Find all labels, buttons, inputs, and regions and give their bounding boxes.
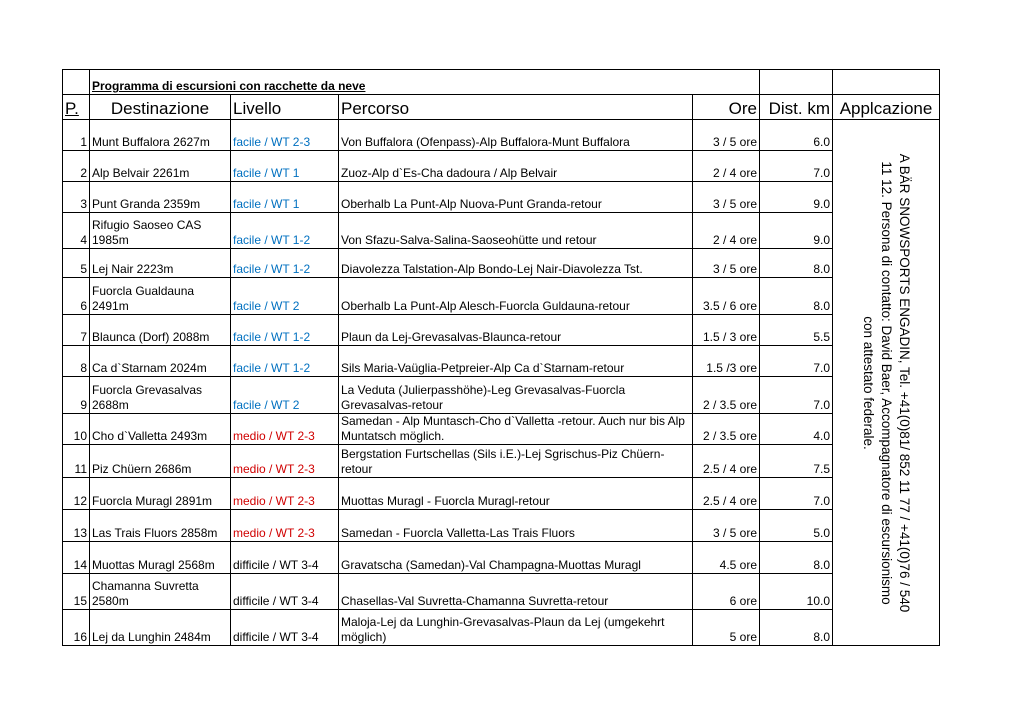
distance-cell: 5.0 (760, 510, 833, 542)
hours-cell: 1.5 / 3 ore (693, 315, 760, 346)
row-number: 12 (63, 478, 90, 510)
row-number: 15 (63, 574, 90, 610)
destination-cell: Muottas Muragl 2568m (90, 542, 231, 574)
route-cell: Gravatscha (Samedan)-Val Champagna-Muottas Muragl (339, 542, 693, 574)
destination-cell: Piz Chüern 2686m (90, 445, 231, 478)
distance-cell: 8.0 (760, 610, 833, 646)
header-row (63, 95, 940, 120)
distance-cell: 7.0 (760, 478, 833, 510)
distance-cell: 7.0 (760, 377, 833, 414)
header-ore: Ore (693, 95, 760, 120)
table-row (63, 478, 940, 510)
destination-cell: Fuorcla Muragl 2891m (90, 478, 231, 510)
table-row (63, 574, 940, 610)
level-cell: facile / WT 1-2 (231, 346, 339, 377)
hours-cell: 3 / 5 ore (693, 182, 760, 213)
route-cell: Sils Maria-Vaüglia-Petpreier-Alp Ca d`Starnam-retour (339, 346, 693, 377)
distance-cell: 7.0 (760, 151, 833, 182)
hours-cell: 4.5 ore (693, 542, 760, 574)
table-row (63, 445, 940, 478)
table-row (63, 542, 940, 574)
hours-cell: 2 / 4 ore (693, 213, 760, 249)
route-cell: La Veduta (Julierpasshöhe)-Leg Grevasalvas-Fuorcla Grevasalvas-retour (339, 377, 693, 414)
distance-cell: 8.0 (760, 542, 833, 574)
level-cell: facile / WT 2 (231, 377, 339, 414)
table-row (63, 213, 940, 249)
route-cell: Maloja-Lej da Lunghin-Grevasalvas-Plaun da Lej (umgekehrt möglich) (339, 610, 693, 646)
distance-cell: 9.0 (760, 213, 833, 249)
level-cell: medio / WT 2-3 (231, 510, 339, 542)
hours-cell: 1.5 /3 ore (693, 346, 760, 377)
route-cell: Bergstation Furtschellas (Sils i.E.)-Lej Sgrischus-Piz Chüern-retour (339, 445, 693, 478)
title-blank-cell (63, 70, 90, 95)
route-cell: Zuoz-Alp d`Es-Cha dadoura / Alp Belvair (339, 151, 693, 182)
title-blank-cell (833, 70, 940, 95)
level-cell: difficile / WT 3-4 (231, 542, 339, 574)
destination-cell: Ca d`Starnam 2024m (90, 346, 231, 377)
route-cell: Plaun da Lej-Grevasalvas-Blaunca-retour (339, 315, 693, 346)
title-row (63, 70, 940, 95)
destination-cell: Cho d`Valletta 2493m (90, 414, 231, 445)
application-note: A BÄR SNOWSPORTS ENGADIN, Tel. +41(0)81/ 852 11 77 / +41(0)76 / 540 11 12. Persona di contatto: David Baer, Accompagnatore di escursionismo con attestato federale. (861, 153, 912, 612)
destination-cell: Fuorcla Grevasalvas 2688m (90, 377, 231, 414)
destination-cell: Blaunca (Dorf) 2088m (90, 315, 231, 346)
level-cell: medio / WT 2-3 (231, 445, 339, 478)
route-cell: Oberhalb La Punt-Alp Nuova-Punt Granda-retour (339, 182, 693, 213)
hours-cell: 2 / 3.5 ore (693, 414, 760, 445)
destination-cell: Punt Granda 2359m (90, 182, 231, 213)
level-cell: difficile / WT 3-4 (231, 610, 339, 646)
row-number: 8 (63, 346, 90, 377)
row-number: 10 (63, 414, 90, 445)
hours-cell: 6 ore (693, 574, 760, 610)
hours-cell: 2.5 / 4 ore (693, 478, 760, 510)
title-blank-cell (760, 70, 833, 95)
row-number: 2 (63, 151, 90, 182)
table-row (63, 278, 940, 315)
hours-cell: 3 / 5 ore (693, 120, 760, 151)
table-row (63, 414, 940, 445)
page-title: Programma di escursioni con racchette da neve (90, 70, 760, 95)
level-cell: medio / WT 2-3 (231, 414, 339, 445)
destination-cell: Lej da Lunghin 2484m (90, 610, 231, 646)
hours-cell: 2 / 3.5 ore (693, 377, 760, 414)
table-row (63, 377, 940, 414)
hours-cell: 3 / 5 ore (693, 249, 760, 278)
table-row (63, 249, 940, 278)
table-row (63, 120, 940, 151)
distance-cell: 7.5 (760, 445, 833, 478)
level-cell: facile / WT 1 (231, 182, 339, 213)
distance-cell: 9.0 (760, 182, 833, 213)
header-livello: Livello (231, 95, 339, 120)
level-cell: medio / WT 2-3 (231, 478, 339, 510)
level-cell: facile / WT 1-2 (231, 249, 339, 278)
row-number: 11 (63, 445, 90, 478)
table-row (63, 510, 940, 542)
header-percorso: Percorso (339, 95, 693, 120)
distance-cell: 7.0 (760, 346, 833, 377)
header-applicazione: Applcazione (833, 95, 940, 120)
destination-cell: Las Trais Fluors 2858m (90, 510, 231, 542)
destination-cell: Munt Buffalora 2627m (90, 120, 231, 151)
table-row (63, 151, 940, 182)
table-row (63, 182, 940, 213)
header-dist: Dist. km (760, 95, 833, 120)
row-number: 3 (63, 182, 90, 213)
level-cell: facile / WT 1 (231, 151, 339, 182)
row-number: 6 (63, 278, 90, 315)
distance-cell: 10.0 (760, 574, 833, 610)
hours-cell: 3.5 / 6 ore (693, 278, 760, 315)
row-number: 7 (63, 315, 90, 346)
table-row (63, 610, 940, 646)
header-p: P. (63, 95, 90, 120)
route-cell: Chasellas-Val Suvretta-Chamanna Suvretta-retour (339, 574, 693, 610)
route-cell: Diavolezza Talstation-Alp Bondo-Lej Nair-Diavolezza Tst. (339, 249, 693, 278)
route-cell: Muottas Muragl - Fuorcla Muragl-retour (339, 478, 693, 510)
hours-cell: 3 / 5 ore (693, 510, 760, 542)
route-cell: Samedan - Alp Muntasch-Cho d`Valletta -retour. Auch nur bis Alp Muntatsch möglich. (339, 414, 693, 445)
row-number: 1 (63, 120, 90, 151)
distance-cell: 8.0 (760, 278, 833, 315)
route-cell: Von Buffalora (Ofenpass)-Alp Buffalora-Munt Buffalora (339, 120, 693, 151)
distance-cell: 8.0 (760, 249, 833, 278)
excursion-table (62, 69, 940, 646)
destination-cell: Chamanna Suvretta 2580m (90, 574, 231, 610)
row-number: 4 (63, 213, 90, 249)
hours-cell: 2 / 4 ore (693, 151, 760, 182)
route-cell: Oberhalb La Punt-Alp Alesch-Fuorcla Guldauna-retour (339, 278, 693, 315)
row-number: 13 (63, 510, 90, 542)
distance-cell: 4.0 (760, 414, 833, 445)
table-row (63, 346, 940, 377)
route-cell: Von Sfazu-Salva-Salina-Saoseohütte und retour (339, 213, 693, 249)
route-cell: Samedan - Fuorcla Valletta-Las Trais Fluors (339, 510, 693, 542)
level-cell: facile / WT 1-2 (231, 315, 339, 346)
destination-cell: Lej Nair 2223m (90, 249, 231, 278)
destination-cell: Fuorcla Gualdauna 2491m (90, 278, 231, 315)
level-cell: facile / WT 2-3 (231, 120, 339, 151)
hours-cell: 5 ore (693, 610, 760, 646)
level-cell: facile / WT 2 (231, 278, 339, 315)
application-cell (833, 120, 940, 646)
level-cell: facile / WT 1-2 (231, 213, 339, 249)
header-destinazione: Destinazione (90, 95, 231, 120)
distance-cell: 6.0 (760, 120, 833, 151)
level-cell: difficile / WT 3-4 (231, 574, 339, 610)
distance-cell: 5.5 (760, 315, 833, 346)
destination-cell: Alp Belvair 2261m (90, 151, 231, 182)
row-number: 5 (63, 249, 90, 278)
row-number: 16 (63, 610, 90, 646)
row-number: 9 (63, 377, 90, 414)
row-number: 14 (63, 542, 90, 574)
table-row (63, 315, 940, 346)
destination-cell: Rifugio Saoseo CAS 1985m (90, 213, 231, 249)
hours-cell: 2.5 / 4 ore (693, 445, 760, 478)
